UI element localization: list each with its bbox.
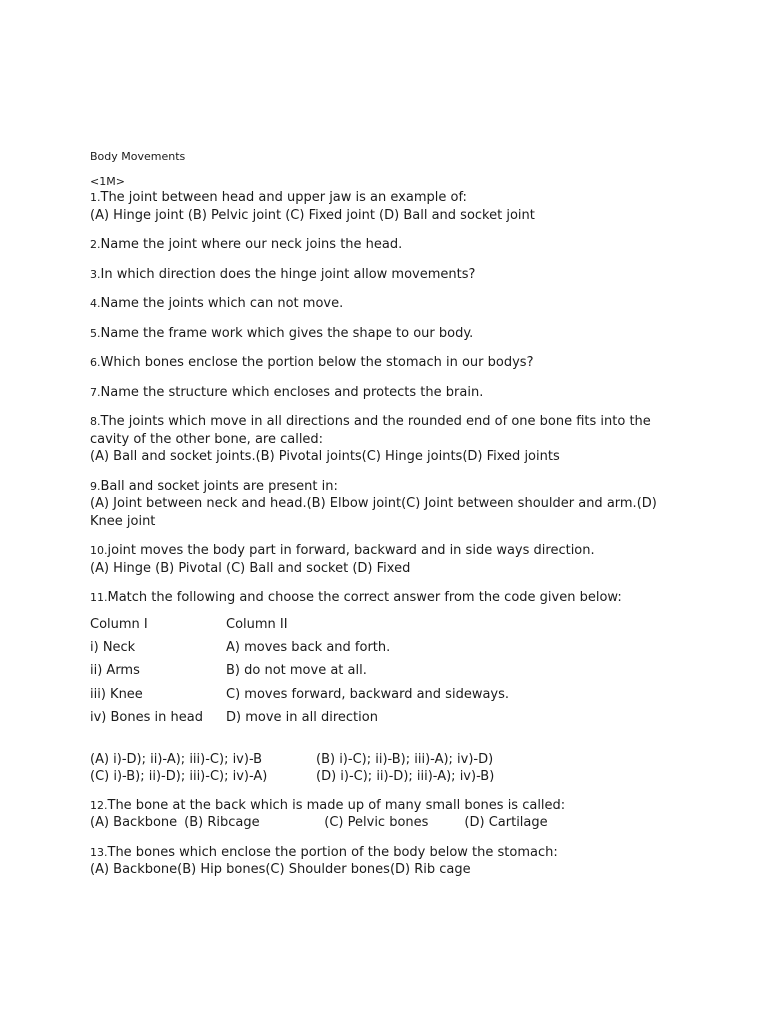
question-5 bbox=[90, 325, 690, 343]
question-number: 8. bbox=[90, 415, 101, 428]
question-2 bbox=[90, 236, 690, 254]
code-option-b: (B) i)-C); ii)-B); iii)-A); iv)-D) bbox=[316, 751, 494, 767]
match-right: B) do not move at all. bbox=[226, 663, 367, 679]
question-7 bbox=[90, 384, 690, 402]
question-text: Name the joints which can not move. bbox=[100, 296, 344, 311]
question-10 bbox=[90, 542, 690, 577]
question-8 bbox=[90, 413, 690, 466]
question-text: The bones which enclose the portion of the body below the stomach: bbox=[107, 844, 558, 860]
question-text: Name the structure which encloses and protects the brain. bbox=[100, 384, 484, 400]
match-right: C) moves forward, backward and sideways. bbox=[226, 686, 510, 702]
column-1-header: Column I bbox=[90, 616, 148, 632]
match-right: D) move in all direction bbox=[226, 709, 378, 725]
worksheet-page bbox=[90, 150, 690, 891]
match-left: ii) Arms bbox=[90, 663, 140, 679]
answer-codes bbox=[90, 751, 690, 785]
match-row bbox=[90, 706, 690, 729]
code-option-a: (A) i)-D); ii)-A); iii)-C); iv)-B bbox=[90, 751, 263, 767]
match-left: iv) Bones in head bbox=[90, 709, 203, 725]
codes-row bbox=[90, 768, 690, 785]
option-d: (D) Cartilage bbox=[464, 815, 548, 831]
question-text: joint moves the body part in forward, backward and in side ways direction. bbox=[107, 543, 595, 558]
question-number: 6. bbox=[90, 356, 101, 369]
question-3 bbox=[90, 266, 690, 284]
question-text: The bone at the back which is made up of many small bones is called: bbox=[107, 797, 566, 813]
question-number: 2. bbox=[90, 238, 101, 251]
code-option-d: (D) i)-C); ii)-D); iii)-A); iv)-B) bbox=[316, 768, 495, 784]
option-b: (B) Ribcage bbox=[184, 815, 260, 831]
question-options: (A) Joint between neck and head.(B) Elbow joint(C) Joint between shoulder and arm.(D) Knee joint bbox=[90, 496, 657, 529]
document-title: Body Movements bbox=[90, 150, 186, 163]
question-number: 11. bbox=[90, 591, 108, 604]
question-number: 4. bbox=[90, 297, 101, 310]
question-text: Name the frame work which gives the shape to our body. bbox=[100, 325, 474, 341]
code-option-c: (C) i)-B); ii)-D); iii)-C); iv)-A) bbox=[90, 768, 268, 784]
question-number: 1. bbox=[90, 191, 101, 204]
question-options bbox=[90, 814, 690, 832]
question-options: (A) Ball and socket joints.(B) Pivotal joints(C) Hinge joints(D) Fixed joints bbox=[90, 449, 560, 464]
question-number: 9. bbox=[90, 479, 101, 493]
question-text: Which bones enclose the portion below the stomach in our bodys? bbox=[100, 355, 534, 370]
question-options: (A) Hinge joint (B) Pelvic joint (C) Fixed joint (D) Ball and socket joint bbox=[90, 207, 535, 223]
match-row bbox=[90, 682, 690, 705]
option-a: (A) Backbone bbox=[90, 815, 178, 831]
question-text: Name the joint where our neck joins the head. bbox=[100, 237, 403, 252]
question-text: The joints which move in all directions and the rounded end of one bone fits into the cavity of the other bone, are called: bbox=[90, 414, 651, 447]
question-number: 7. bbox=[90, 385, 101, 399]
question-11 bbox=[90, 589, 690, 607]
match-row bbox=[90, 659, 690, 682]
match-left: iii) Knee bbox=[90, 686, 143, 702]
column-2-header: Column II bbox=[226, 616, 288, 632]
question-12 bbox=[90, 797, 690, 832]
question-text: The joint between head and upper jaw is an example of: bbox=[100, 190, 467, 205]
question-9 bbox=[90, 478, 690, 531]
question-text: In which direction does the hinge joint allow movements? bbox=[100, 266, 476, 282]
question-1 bbox=[90, 189, 690, 224]
codes-row bbox=[90, 751, 690, 768]
question-number: 10. bbox=[90, 544, 108, 557]
question-options: (A) Hinge (B) Pivotal (C) Ball and socket (D) Fixed bbox=[90, 560, 411, 576]
question-6 bbox=[90, 354, 690, 372]
question-text: Ball and socket joints are present in: bbox=[100, 478, 338, 494]
match-right: A) moves back and forth. bbox=[226, 639, 391, 655]
question-number: 3. bbox=[90, 267, 101, 281]
question-options: (A) Backbone(B) Hip bones(C) Shoulder bones(D) Rib cage bbox=[90, 862, 471, 878]
question-13 bbox=[90, 844, 690, 879]
question-number: 13. bbox=[90, 845, 108, 859]
match-left: i) Neck bbox=[90, 639, 136, 655]
match-row bbox=[90, 636, 690, 659]
question-text: Match the following and choose the correct answer from the code given below: bbox=[107, 590, 622, 605]
question-number: 5. bbox=[90, 326, 101, 340]
question-4 bbox=[90, 295, 690, 313]
match-table bbox=[90, 613, 690, 729]
question-number: 12. bbox=[90, 798, 108, 812]
option-c: (C) Pelvic bones bbox=[324, 815, 429, 831]
match-header-row bbox=[90, 613, 690, 636]
marks-tag: <1M> bbox=[90, 175, 125, 188]
